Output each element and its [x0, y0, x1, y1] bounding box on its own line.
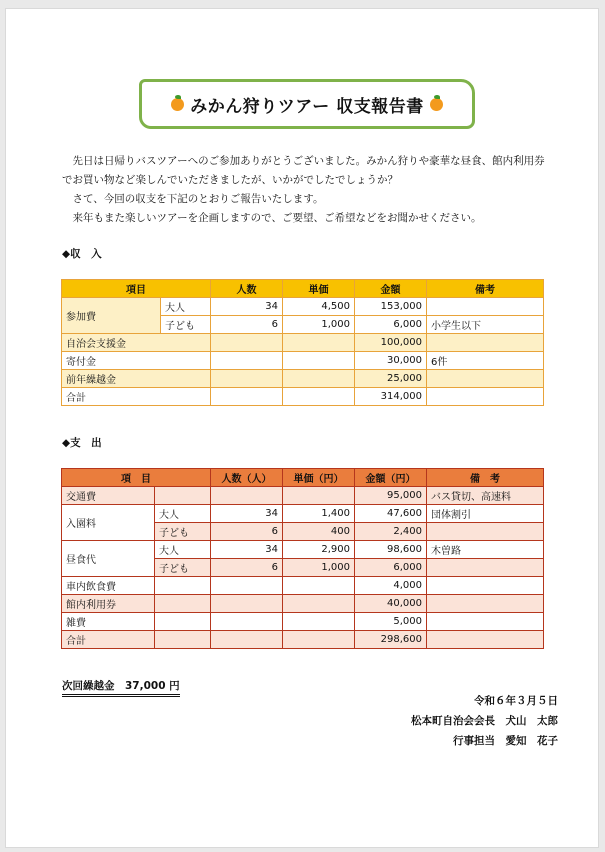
row-label: 入園料: [62, 505, 155, 541]
table-row: [62, 487, 544, 505]
expense-table: [61, 468, 544, 649]
amount-cell: 4,000: [355, 577, 427, 595]
intro-paragraph: 来年もまた楽しいツアーを企画しますので、ご要望、ご希望などをお聞かせください。: [62, 212, 482, 224]
note-cell: [427, 559, 544, 577]
col-header: 備考: [427, 280, 544, 298]
row-label: 交通費: [62, 487, 155, 505]
row-label: 昼食代: [62, 541, 155, 577]
row-label: 参加費: [62, 298, 161, 334]
note-cell: 木曽路: [427, 541, 544, 559]
carryover-balance: 次回繰越金 37,000 円: [62, 678, 180, 697]
row-label: 寄付金: [62, 352, 211, 370]
note-cell: 団体割引: [427, 505, 544, 523]
count-cell: 6: [211, 523, 283, 541]
amount-cell: 95,000: [355, 487, 427, 505]
amount-cell: 314,000: [355, 388, 427, 406]
title-box: [139, 79, 475, 129]
intro-paragraph: 先日は日帰りバスツアーへのご参加ありがとうございました。みかん狩りや豪華な昼食、館内利用券でお買い物など楽しんでいただきましたが、いかがでしたでしょうか？: [62, 155, 545, 186]
unit-cell: 4,500: [283, 298, 355, 316]
unit-cell: 400: [283, 523, 355, 541]
table-row-total: [62, 388, 544, 406]
amount-cell: 6,000: [355, 316, 427, 334]
signer-organizer: 行事担当 愛知 花子: [453, 735, 558, 747]
row-label: 車内飲食費: [62, 577, 155, 595]
report-date: 令和６年３月５日: [474, 695, 558, 707]
count-cell: 34: [211, 541, 283, 559]
table-row: [62, 334, 544, 352]
table-row: [62, 541, 544, 559]
col-header: 項 目: [62, 469, 211, 487]
col-header: 金額（円）: [355, 469, 427, 487]
unit-cell: 2,900: [283, 541, 355, 559]
col-header: 備 考: [427, 469, 544, 487]
row-label: 館内利用券: [62, 595, 155, 613]
row-label: 雑費: [62, 613, 155, 631]
amount-cell: 40,000: [355, 595, 427, 613]
table-row: [62, 298, 544, 316]
count-cell: 6: [211, 559, 283, 577]
row-sublabel: 子ども: [155, 523, 211, 541]
expense-heading: ◆支 出: [62, 437, 102, 449]
count-cell: 6: [211, 316, 283, 334]
amount-cell: 47,600: [355, 505, 427, 523]
income-table: [61, 279, 544, 406]
count-cell: 34: [211, 505, 283, 523]
col-header: 単価（円）: [283, 469, 355, 487]
unit-cell: 1,400: [283, 505, 355, 523]
row-sublabel: 大人: [155, 541, 211, 559]
note-cell: 小学生以下: [427, 316, 544, 334]
table-row: [62, 352, 544, 370]
row-sublabel: 大人: [155, 505, 211, 523]
unit-cell: 1,000: [283, 316, 355, 334]
unit-cell: 1,000: [283, 559, 355, 577]
col-header: 単価: [283, 280, 355, 298]
col-header: 項目: [62, 280, 211, 298]
amount-cell: 153,000: [355, 298, 427, 316]
intro-text: [62, 152, 552, 228]
amount-cell: 100,000: [355, 334, 427, 352]
signer-chair: 松本町自治会会長 犬山 太郎: [411, 715, 558, 727]
table-row: [62, 577, 544, 595]
row-sublabel: 大人: [161, 298, 211, 316]
amount-cell: 298,600: [355, 631, 427, 649]
row-label: 前年繰越金: [62, 370, 211, 388]
table-row-total: [62, 631, 544, 649]
row-label: 自治会支援金: [62, 334, 211, 352]
table-row: [62, 505, 544, 523]
income-heading: ◆収 入: [62, 248, 102, 260]
note-cell: バス貸切、高速料: [427, 487, 544, 505]
row-label: 合計: [62, 631, 155, 649]
col-header: 人数: [211, 280, 283, 298]
row-label: 合計: [62, 388, 211, 406]
col-header: 金額: [355, 280, 427, 298]
page-title: みかん狩りツアー 収支報告書: [190, 96, 424, 117]
table-row: [62, 370, 544, 388]
amount-cell: 25,000: [355, 370, 427, 388]
table-header-row: [62, 469, 544, 487]
col-header: 人数（人）: [211, 469, 283, 487]
amount-cell: 98,600: [355, 541, 427, 559]
note-cell: [427, 523, 544, 541]
orange-icon: [171, 98, 184, 111]
note-cell: [427, 370, 544, 388]
note-cell: [427, 388, 544, 406]
amount-cell: 30,000: [355, 352, 427, 370]
note-cell: [427, 298, 544, 316]
note-cell: 6件: [427, 352, 544, 370]
row-sublabel: 子ども: [161, 316, 211, 334]
row-sublabel: 子ども: [155, 559, 211, 577]
count-cell: 34: [211, 298, 283, 316]
note-cell: [427, 334, 544, 352]
amount-cell: 5,000: [355, 613, 427, 631]
table-header-row: [62, 280, 544, 298]
amount-cell: 2,400: [355, 523, 427, 541]
table-row: [62, 613, 544, 631]
orange-icon: [430, 98, 443, 111]
table-row: [62, 595, 544, 613]
amount-cell: 6,000: [355, 559, 427, 577]
intro-paragraph: さて、今回の収支を下記のとおりご報告いたします。: [62, 193, 324, 205]
